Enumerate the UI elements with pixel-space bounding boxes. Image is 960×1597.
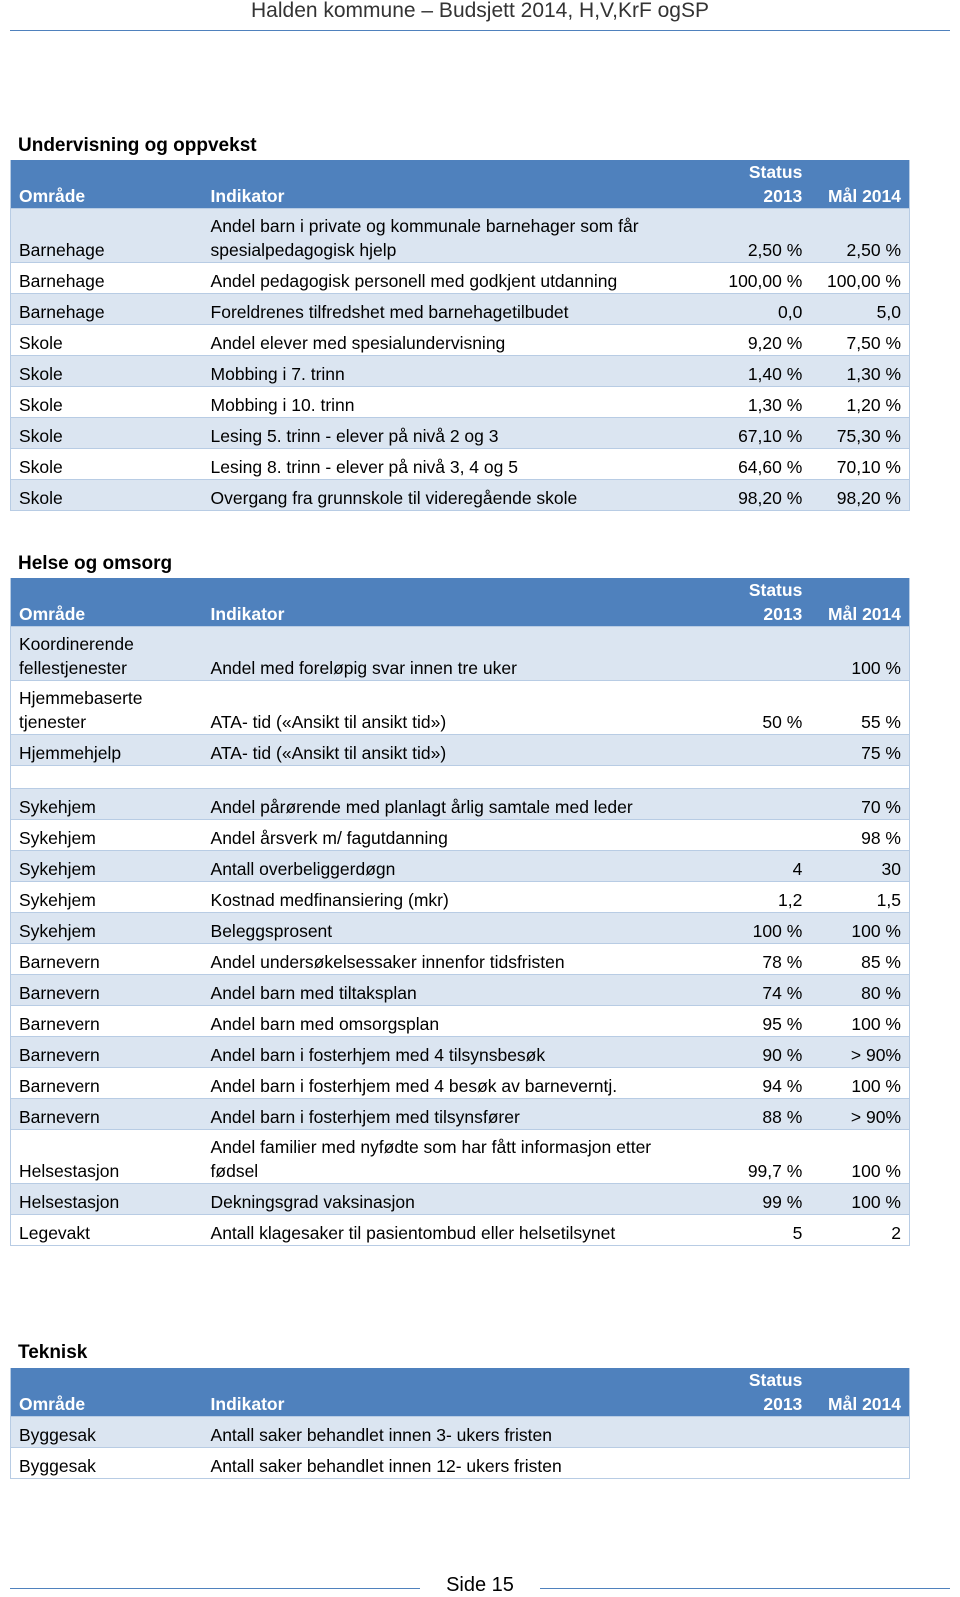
cell-indicator: Andel barn i fosterhjem med tilsynsfører (203, 1099, 699, 1130)
cell-indicator: Beleggsprosent (203, 913, 699, 944)
cell-status (698, 820, 810, 851)
header-area: Område (11, 160, 203, 209)
table-row (11, 1130, 910, 1184)
cell-goal (810, 1417, 909, 1448)
header-indicator: Indikator (203, 578, 699, 627)
header-indicator: Indikator (203, 160, 699, 209)
cell-status: 2,50 % (698, 209, 810, 263)
cell-area: Skole (11, 387, 203, 418)
cell-indicator: Andel barn i private og kommunale barnehager som får spesialpedagogisk hjelp (203, 209, 699, 263)
cell-indicator: Andel barn i fosterhjem med 4 besøk av barneverntj. (203, 1068, 699, 1099)
cell-area: Barnevern (11, 1006, 203, 1037)
cell-goal: 55 % (810, 681, 909, 735)
cell-indicator: Antall overbeliggerdøgn (203, 851, 699, 882)
cell-area: Legevakt (11, 1215, 203, 1246)
cell-indicator: Andel pedagogisk personell med godkjent utdanning (203, 263, 699, 294)
cell-area: Hjemmebaserte tjenester (11, 681, 203, 735)
cell-status: 64,60 % (698, 449, 810, 480)
cell-area (11, 766, 203, 789)
cell-status: 1,2 (698, 882, 810, 913)
cell-goal: 100 % (810, 1130, 909, 1184)
table-row (11, 418, 910, 449)
table-row (11, 387, 910, 418)
cell-status: 94 % (698, 1068, 810, 1099)
cell-area: Sykehjem (11, 820, 203, 851)
cell-status: 67,10 % (698, 418, 810, 449)
cell-area: Sykehjem (11, 789, 203, 820)
cell-goal: 7,50 % (810, 325, 909, 356)
page-header: Halden kommune – Budsjett 2014, H,V,KrF ogSP (251, 0, 709, 22)
cell-goal: 85 % (810, 944, 909, 975)
cell-status: 100,00 % (698, 263, 810, 294)
table-row (11, 356, 910, 387)
cell-area: Byggesak (11, 1417, 203, 1448)
cell-status: 88 % (698, 1099, 810, 1130)
cell-goal (810, 1448, 909, 1479)
table-row (11, 1037, 910, 1068)
cell-status: 9,20 % (698, 325, 810, 356)
cell-area: Hjemmehjelp (11, 735, 203, 766)
cell-area: Barnehage (11, 294, 203, 325)
cell-goal: 100 % (810, 627, 909, 681)
cell-indicator: ATA- tid («Ansikt til ansikt tid») (203, 735, 699, 766)
cell-status: 5 (698, 1215, 810, 1246)
cell-indicator: Lesing 8. trinn - elever på nivå 3, 4 og 5 (203, 449, 699, 480)
section-title-undervisning: Undervisning og oppvekst (18, 135, 257, 156)
cell-status (698, 735, 810, 766)
cell-goal: 2,50 % (810, 209, 909, 263)
footer-rule-left (10, 1588, 420, 1589)
header-status: Status 2013 (698, 578, 810, 627)
cell-indicator: Andel barn i fosterhjem med 4 tilsynsbesøk (203, 1037, 699, 1068)
cell-status: 1,40 % (698, 356, 810, 387)
cell-goal: 75,30 % (810, 418, 909, 449)
table-row (11, 1448, 910, 1479)
cell-indicator: Antall saker behandlet innen 3- ukers fristen (203, 1417, 699, 1448)
header-rule (10, 30, 950, 31)
cell-area: Barnehage (11, 263, 203, 294)
cell-goal: 2 (810, 1215, 909, 1246)
cell-goal: 75 % (810, 735, 909, 766)
header-indicator: Indikator (203, 1368, 699, 1417)
cell-goal: 70,10 % (810, 449, 909, 480)
cell-area: Skole (11, 449, 203, 480)
cell-area: Helsestasjon (11, 1184, 203, 1215)
header-goal: Mål 2014 (810, 578, 909, 627)
cell-status: 50 % (698, 681, 810, 735)
cell-area: Barnevern (11, 1099, 203, 1130)
cell-indicator: Andel barn med tiltaksplan (203, 975, 699, 1006)
header-status: Status 2013 (698, 160, 810, 209)
cell-indicator: Andel med foreløpig svar innen tre uker (203, 627, 699, 681)
cell-status (698, 627, 810, 681)
cell-area: Sykehjem (11, 851, 203, 882)
table-header-row (11, 578, 910, 627)
table-row (11, 1068, 910, 1099)
cell-indicator: Foreldrenes tilfredshet med barnehagetilbudet (203, 294, 699, 325)
cell-indicator: Andel familier med nyfødte som har fått informasjon etter fødsel (203, 1130, 699, 1184)
cell-status: 99,7 % (698, 1130, 810, 1184)
page-number: Side 15 (420, 1574, 540, 1596)
section-title-teknisk: Teknisk (18, 1342, 88, 1363)
cell-goal: 5,0 (810, 294, 909, 325)
table-row (11, 627, 910, 681)
cell-status: 98,20 % (698, 480, 810, 511)
cell-area: Sykehjem (11, 913, 203, 944)
table-row (11, 480, 910, 511)
table-row (11, 882, 910, 913)
table-header-row (11, 160, 910, 209)
table-row (11, 1215, 910, 1246)
cell-status: 90 % (698, 1037, 810, 1068)
table-row (11, 975, 910, 1006)
cell-status (698, 1448, 810, 1479)
cell-indicator: Kostnad medfinansiering (mkr) (203, 882, 699, 913)
table-row (11, 1099, 910, 1130)
cell-status (698, 1417, 810, 1448)
cell-status: 100 % (698, 913, 810, 944)
cell-goal: 70 % (810, 789, 909, 820)
cell-goal: 100,00 % (810, 263, 909, 294)
cell-area: Skole (11, 418, 203, 449)
header-area: Område (11, 578, 203, 627)
cell-indicator: Dekningsgrad vaksinasjon (203, 1184, 699, 1215)
cell-area: Barnevern (11, 975, 203, 1006)
table-row (11, 449, 910, 480)
cell-status: 95 % (698, 1006, 810, 1037)
cell-indicator: Andel pårørende med planlagt årlig samtale med leder (203, 789, 699, 820)
table-row (11, 1184, 910, 1215)
table-row (11, 913, 910, 944)
cell-goal (810, 766, 909, 789)
section-title-helse: Helse og omsorg (18, 553, 173, 574)
cell-goal: > 90% (810, 1099, 909, 1130)
table-row (11, 820, 910, 851)
cell-area: Helsestasjon (11, 1130, 203, 1184)
cell-area: Barnevern (11, 944, 203, 975)
table-row (11, 294, 910, 325)
cell-area: Byggesak (11, 1448, 203, 1479)
table-row (11, 944, 910, 975)
cell-goal: 98 % (810, 820, 909, 851)
cell-area: Skole (11, 325, 203, 356)
cell-area: Barnevern (11, 1037, 203, 1068)
cell-status (698, 766, 810, 789)
cell-area: Barnevern (11, 1068, 203, 1099)
cell-status: 4 (698, 851, 810, 882)
header-status: Status 2013 (698, 1368, 810, 1417)
table-row (11, 851, 910, 882)
table-teknisk (10, 1368, 910, 1479)
cell-indicator: Andel barn med omsorgsplan (203, 1006, 699, 1037)
table-row (11, 1006, 910, 1037)
table-header-row (11, 1368, 910, 1417)
cell-area: Skole (11, 480, 203, 511)
cell-indicator: Overgang fra grunnskole til videregående skole (203, 480, 699, 511)
table-helse (10, 578, 910, 1246)
table-row (11, 325, 910, 356)
footer-rule-right (540, 1588, 950, 1589)
cell-status (698, 789, 810, 820)
cell-goal: 100 % (810, 913, 909, 944)
cell-indicator: Andel årsverk m/ fagutdanning (203, 820, 699, 851)
header-goal: Mål 2014 (810, 160, 909, 209)
cell-area: Skole (11, 356, 203, 387)
cell-status: 74 % (698, 975, 810, 1006)
cell-goal: 1,30 % (810, 356, 909, 387)
cell-area: Sykehjem (11, 882, 203, 913)
table-row (11, 1417, 910, 1448)
cell-area: Koordinerende fellestjenester (11, 627, 203, 681)
cell-status: 78 % (698, 944, 810, 975)
cell-indicator: Andel undersøkelsessaker innenfor tidsfristen (203, 944, 699, 975)
cell-goal: 80 % (810, 975, 909, 1006)
cell-indicator: Antall klagesaker til pasientombud eller helsetilsynet (203, 1215, 699, 1246)
cell-goal: 100 % (810, 1068, 909, 1099)
cell-indicator: Andel elever med spesialundervisning (203, 325, 699, 356)
table-row (11, 263, 910, 294)
cell-goal: > 90% (810, 1037, 909, 1068)
header-goal: Mål 2014 (810, 1368, 909, 1417)
cell-indicator: ATA- tid («Ansikt til ansikt tid») (203, 681, 699, 735)
table-row (11, 681, 910, 735)
table-row (11, 209, 910, 263)
cell-goal: 1,5 (810, 882, 909, 913)
cell-goal: 1,20 % (810, 387, 909, 418)
header-area: Område (11, 1368, 203, 1417)
cell-area: Barnehage (11, 209, 203, 263)
cell-status: 0,0 (698, 294, 810, 325)
cell-indicator: Mobbing i 7. trinn (203, 356, 699, 387)
table-row (11, 735, 910, 766)
cell-goal: 100 % (810, 1184, 909, 1215)
cell-status: 99 % (698, 1184, 810, 1215)
cell-indicator: Lesing 5. trinn - elever på nivå 2 og 3 (203, 418, 699, 449)
cell-status: 1,30 % (698, 387, 810, 418)
table-undervisning (10, 160, 910, 511)
cell-indicator: Mobbing i 10. trinn (203, 387, 699, 418)
cell-goal: 30 (810, 851, 909, 882)
cell-goal: 100 % (810, 1006, 909, 1037)
table-row (11, 766, 910, 789)
cell-indicator: Antall saker behandlet innen 12- ukers fristen (203, 1448, 699, 1479)
table-row (11, 789, 910, 820)
cell-goal: 98,20 % (810, 480, 909, 511)
cell-indicator (203, 766, 699, 789)
